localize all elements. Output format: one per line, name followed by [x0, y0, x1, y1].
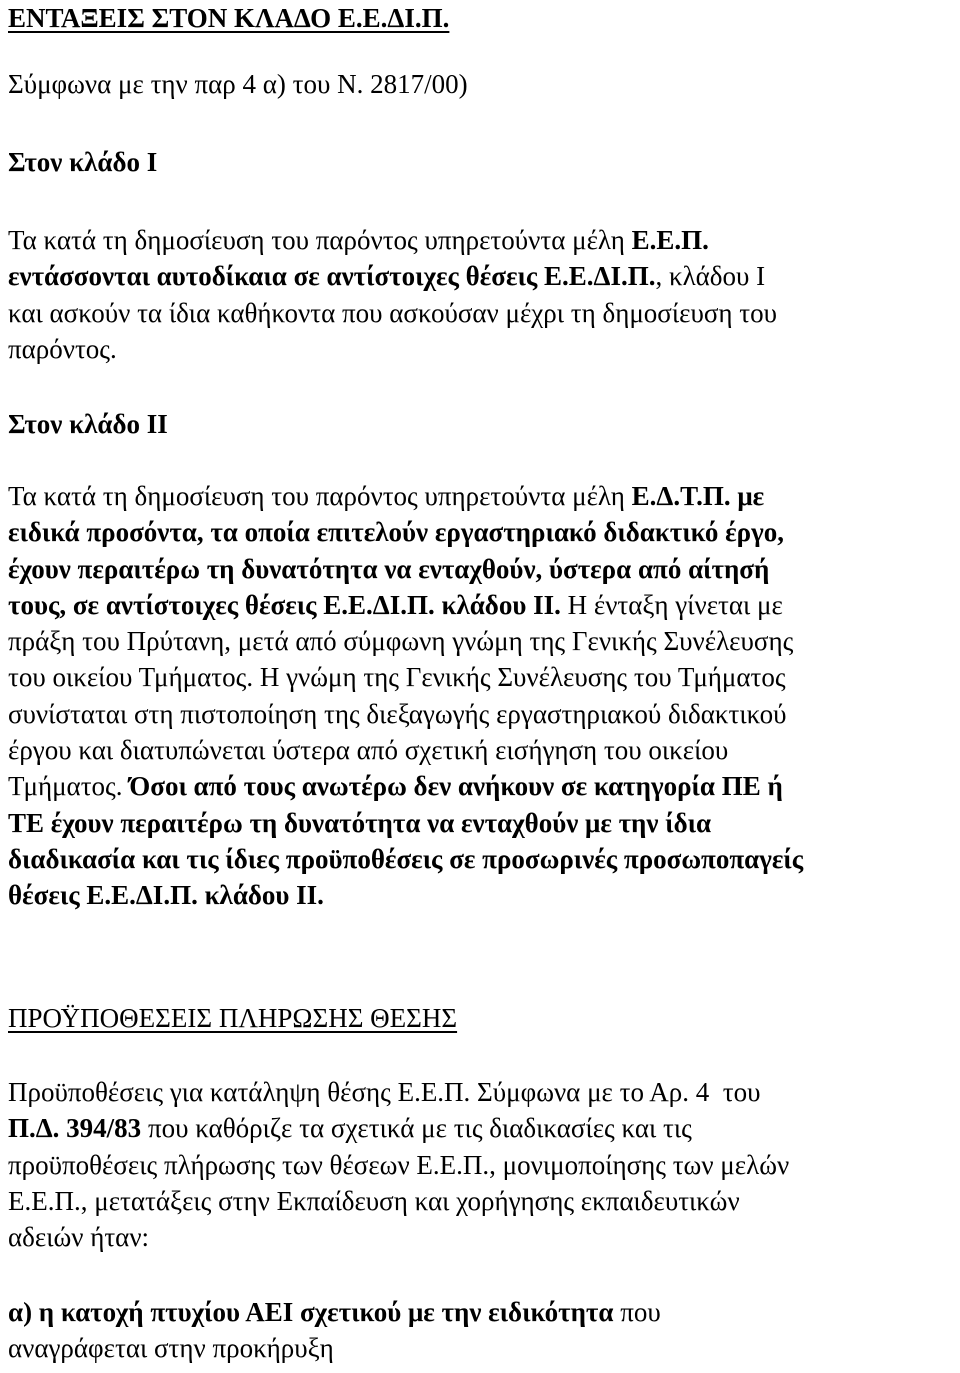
- law-reference: Σύμφωνα με την παρ 4 α) του Ν. 2817/00): [8, 69, 468, 99]
- paragraph-line: θέσεις Ε.Ε.ΔΙ.Π. κλάδου ΙΙ.: [8, 880, 324, 911]
- paragraph-line: [8, 768, 953, 804]
- requirements-paragraph: [8, 1074, 953, 1255]
- paragraph-line: συνίσταται στη πιστοποίηση της διεξαγωγής εργαστηριακού διδακτικού: [8, 698, 787, 729]
- branch-2-title: Στον κλάδο ΙΙ: [8, 409, 168, 439]
- paragraph-line: [8, 587, 953, 623]
- paragraph-line: αναγράφεται στην προκήρυξη: [8, 1333, 334, 1364]
- paragraph-line: [8, 1294, 953, 1330]
- paragraph-line: [8, 222, 953, 258]
- text-span: που καθόριζε τα σχετικά με τις διαδικασίες και τις: [141, 1113, 692, 1144]
- text-span: που: [613, 1297, 661, 1327]
- paragraph-line: παρόντος.: [8, 333, 117, 364]
- text-span: Η ένταξη γίνεται με: [560, 589, 783, 620]
- paragraph-line: [8, 1110, 953, 1146]
- bold-text-span: Ε.Ε.Π.: [631, 225, 709, 255]
- paragraph-line: προϋποθέσεις πλήρωσης των θέσεων Ε.Ε.Π., μονιμοποίησης των μελών: [8, 1149, 790, 1180]
- paragraph-line: έχουν περαιτέρω τη δυνατότητα να ενταχθούν, ύστερα από αίτησή: [8, 553, 770, 584]
- requirement-item-a: [8, 1294, 953, 1367]
- text-span: Τμήματος.: [8, 771, 130, 802]
- bold-text-span: εντάσσονται αυτοδίκαια σε αντίστοιχες θέσεις Ε.Ε.ΔΙ.Π.: [8, 261, 656, 292]
- paragraph-line: και ασκούν τα ίδια καθήκοντα που ασκούσαν μέχρι τη δημοσίευση του: [8, 297, 777, 328]
- paragraph-line: πράξη του Πρύτανη, μετά από σύμφωνη γνώμη της Γενικής Συνέλευσης: [8, 626, 794, 657]
- bold-text-span: α) η κατοχή πτυχίου ΑΕΙ σχετικού με την ειδικότητα: [8, 1297, 614, 1327]
- paragraph-line: του οικείου Τμήματος. Η γνώμη της Γενικής Συνέλευσης του Τμήματος: [8, 662, 786, 693]
- branch-2-paragraph: [8, 478, 953, 914]
- bold-text-span: τους, σε αντίστοιχες θέσεις Ε.Ε.ΔΙ.Π. κλάδου ΙΙ.: [8, 589, 561, 620]
- branch-1-title: Στον κλάδο Ι: [8, 147, 158, 177]
- paragraph-line: [8, 258, 953, 294]
- paragraph-line: Ε.Ε.Π., μετατάξεις στην Εκπαίδευση και χορήγησης εκπαιδευτικών: [8, 1185, 740, 1216]
- text-span: , κλάδου Ι: [655, 261, 766, 292]
- section-heading-integrations: ΕΝΤΑΞΕΙΣ ΣΤΟΝ ΚΛΑΔΟ Ε.Ε.ΔΙ.Π.: [8, 3, 450, 33]
- paragraph-line: αδειών ήταν:: [8, 1222, 150, 1253]
- paragraph-line: έργου και διατυπώνεται ύστερα από σχετική εισήγηση του οικείου: [8, 735, 729, 766]
- paragraph-line: ειδικά προσόντα, τα οποία επιτελούν εργαστηριακό διδακτικό έργο,: [8, 517, 784, 548]
- bold-text-span: Π.Δ. 394/83: [8, 1113, 142, 1144]
- text-span: Τα κατά τη δημοσίευση του παρόντος υπηρετούντα μέλη: [8, 481, 632, 511]
- paragraph-line: [8, 478, 953, 514]
- paragraph-line: Προϋποθέσεις για κατάληψη θέσης Ε.Ε.Π. Σύμφωνα με το Αρ. 4 του: [8, 1077, 761, 1107]
- paragraph-line: ΤΕ έχουν περαιτέρω τη δυνατότητα να ενταχθούν με την ίδια: [8, 807, 712, 838]
- bold-text-span: Όσοι από τους ανωτέρω δεν ανήκουν σε κατηγορία ΠΕ ή: [129, 771, 783, 802]
- text-span: Τα κατά τη δημοσίευση του παρόντος υπηρετούντα μέλη: [8, 225, 632, 255]
- bold-text-span: Ε.Δ.Τ.Π. με: [631, 481, 765, 511]
- section-heading-requirements: ΠΡΟΫΠΟΘΕΣΕΙΣ ΠΛΗΡΩΣΗΣ ΘΕΣΗΣ: [8, 1003, 458, 1033]
- paragraph-line: διαδικασία και τις ίδιες προϋποθέσεις σε προσωρινές προσωποπαγείς: [8, 843, 804, 874]
- branch-1-paragraph: [8, 222, 953, 367]
